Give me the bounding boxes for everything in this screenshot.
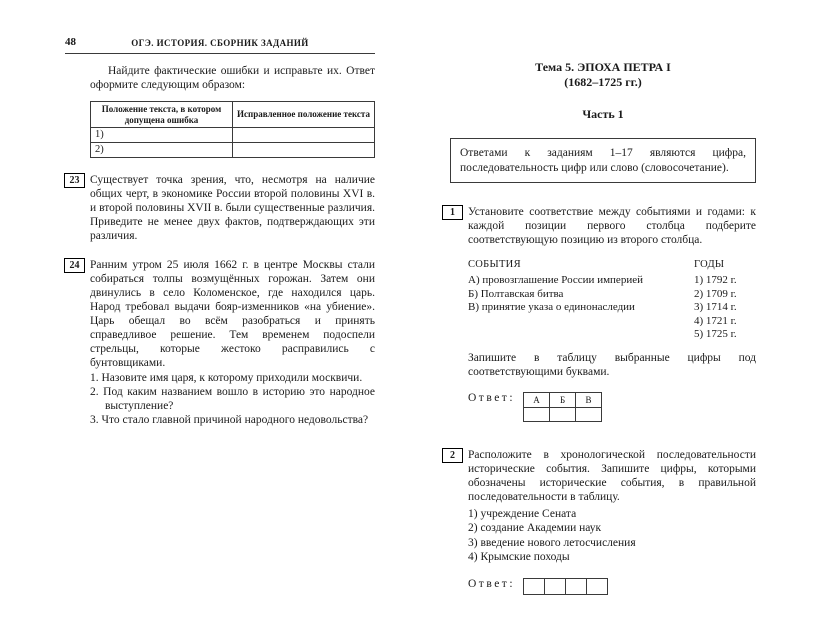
task-question-list [90, 371, 375, 427]
answer-cell [550, 407, 576, 421]
task-23 [69, 173, 375, 243]
task-2 [450, 448, 756, 595]
year-item: 1) 1792 г. [694, 274, 737, 286]
table-cell-label: 1) [91, 128, 233, 143]
task-text: Существует точка зрения, что, несмотря на наличие общих черт, в экономике России второй половины XVI в. и второй половины XVII в. были существенные различия. Приведите не менее двух фактов, подтверждающих эти различия. [90, 174, 375, 242]
page-number: 48 [65, 36, 76, 48]
task-number-box: 1 [442, 205, 463, 220]
option-item: 3) введение нового летосчисления [468, 536, 636, 549]
intro-paragraph: Найдите фактические ошибки и исправьте их. Ответ оформите следующим образом: [90, 65, 375, 91]
answer-cell [545, 578, 566, 594]
event-item: Б) Полтавская битва [468, 287, 564, 300]
answer-label: Ответ: [468, 391, 516, 404]
part-title: Часть 1 [582, 107, 624, 121]
answer-column-header: А [524, 392, 550, 407]
table-cell-empty [233, 143, 375, 158]
answer-cell [524, 407, 550, 421]
matching-block [468, 258, 756, 342]
task-24 [69, 258, 375, 427]
option-item: 2) создание Академии наук [468, 522, 602, 534]
theme-title: Тема 5. ЭПОХА ПЕТРА I [535, 60, 671, 74]
years-column [694, 258, 756, 342]
years-header: ГОДЫ [694, 259, 725, 270]
table-cell-label: 2) [91, 143, 233, 158]
correction-table [90, 101, 375, 158]
event-item: А) провозглашение России империей [468, 274, 643, 286]
answer-cell [524, 578, 545, 594]
question-item: 3. Что стало главной причиной народного недовольства? [90, 414, 369, 426]
options-list [468, 507, 756, 565]
answer-column-header: Б [550, 392, 576, 407]
year-item: 4) 1721 г. [694, 314, 737, 327]
table-row [91, 143, 375, 158]
task-text: Ранним утром 25 июля 1662 г. в центре Москвы стали собираться толпы возмущённых горожан. Затем они двинулись в село Коломенское, где находился царь. Народ требовал выдачи бояр-изменников «на убиение». Царь обещал во всём разобраться и принять справедливое решение. Тем временем подоспели стрельцы, которые жестоко расправились с бунтовщиками. [90, 259, 375, 369]
task-1 [450, 205, 756, 422]
events-column [468, 258, 683, 342]
theme-title-years: (1682–1725 гг.) [564, 75, 642, 89]
task-text: Установите соответствие между событиями и годами: к каждой позиции первого столбца подберите соответствующую позицию из второго столбца. [468, 206, 756, 246]
running-header: ОГЭ. ИСТОРИЯ. СБОРНИК ЗАДАНИЙ [131, 38, 309, 48]
answers-instruction-note: Ответами к заданиям 1–17 являются цифра, последовательность цифр или слово (словосочетание). [450, 138, 756, 183]
answer-cell [587, 578, 608, 594]
answer-block [468, 391, 756, 422]
task-text: Расположите в хронологической последовательности исторические события. Запишите цифры, которыми обозначены исторические события, в правильной последовательности в таблицу. [468, 448, 756, 503]
task-number-box: 2 [442, 448, 463, 463]
header-rule [65, 53, 375, 54]
event-item: В) принятие указа о единонаследии [468, 301, 635, 313]
year-item: 3) 1714 г. [694, 301, 737, 313]
table-cell-empty [233, 128, 375, 143]
answer-column-header: В [576, 392, 602, 407]
task-number-box: 24 [64, 258, 85, 273]
events-header: СОБЫТИЯ [468, 259, 521, 270]
answer-cell [576, 407, 602, 421]
answer-sequence-boxes [523, 578, 608, 595]
correction-table-header-error: Положение текста, в котором допущена ошибка [91, 102, 233, 128]
correction-table-header-fixed: Исправленное положение текста [233, 102, 375, 128]
question-item: 1. Назовите имя царя, к которому приходили москвичи. [90, 372, 363, 384]
table-row [91, 128, 375, 143]
year-item: 5) 1725 г. [694, 328, 737, 340]
question-item: 2. Под каким названием вошло в историю это народное выступление? [90, 386, 375, 412]
answer-label: Ответ: [468, 577, 516, 590]
year-item: 2) 1709 г. [694, 287, 737, 300]
left-page-column [69, 64, 375, 427]
answer-table [523, 392, 602, 422]
option-item: 1) учреждение Сената [468, 507, 577, 520]
right-page-column [450, 60, 756, 595]
answer-block [468, 577, 756, 595]
task-number-box: 23 [64, 173, 85, 188]
write-digits-instruction: Запишите в таблицу выбранные цифры под соответствующими буквами. [468, 351, 756, 378]
option-item: 4) Крымские походы [468, 551, 570, 563]
answer-cell [566, 578, 587, 594]
